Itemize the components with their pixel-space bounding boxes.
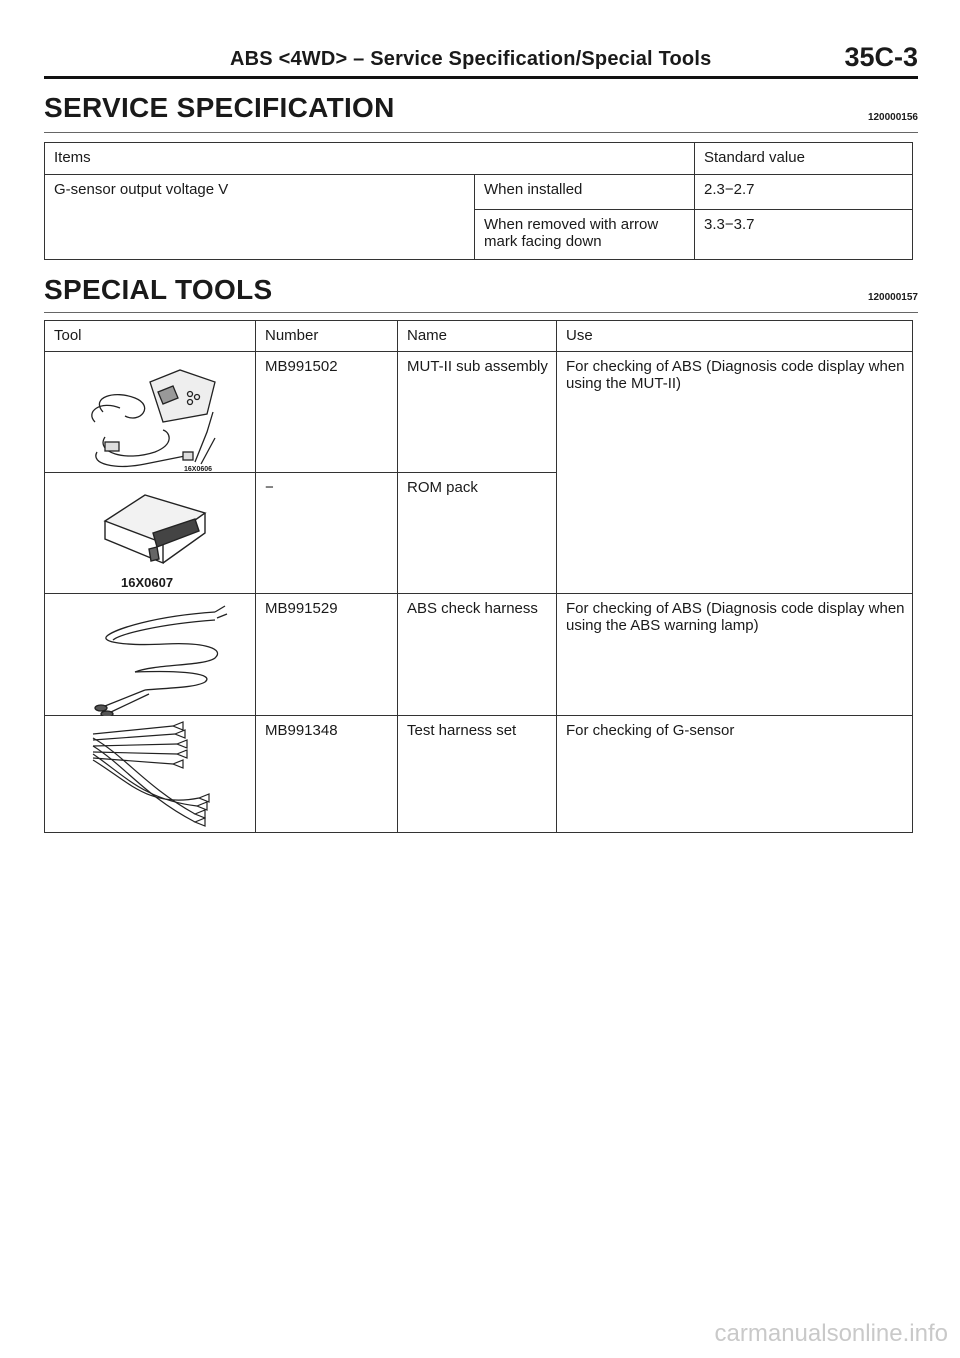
mut-ii-tester-icon [45, 352, 256, 473]
condition-cell: When removed with arrow mark facing down [475, 210, 695, 260]
condition-cell: When installed [475, 175, 695, 210]
figure-code: 16X0607 [121, 575, 174, 590]
value-cell: 2.3−2.7 [695, 175, 913, 210]
page-header [44, 42, 918, 79]
number-cell: MB991529 [256, 594, 398, 716]
page-number: 35C-3 [844, 42, 918, 72]
check-harness-icon [45, 594, 256, 716]
number-cell: MB991502 [256, 352, 398, 473]
figure-code: 16X0606 [184, 466, 213, 473]
item-cell: G-sensor output voltage V [45, 175, 475, 260]
table-row [45, 175, 913, 210]
number-cell: MB991348 [256, 716, 398, 833]
special-tools-title: SPECIAL TOOLS [44, 274, 273, 305]
special-tools-table [44, 320, 913, 833]
table-row [45, 716, 913, 833]
section-rule [44, 312, 918, 313]
header-number: Number [256, 321, 398, 352]
name-cell: ABS check harness [398, 594, 557, 716]
tool-image-cell [45, 473, 256, 594]
header-items: Items [45, 143, 695, 175]
name-cell: Test harness set [398, 716, 557, 833]
table-header-row [45, 321, 913, 352]
table-header-row [45, 143, 913, 175]
value-cell: 3.3−3.7 [695, 210, 913, 260]
tool-image-cell [45, 594, 256, 716]
special-tools-code: 120000157 [867, 292, 918, 303]
header-title: ABS <4WD> – Service Specification/Special Tools [230, 48, 712, 70]
table-row [45, 352, 913, 473]
tool-image-cell [45, 352, 256, 473]
service-spec-table [44, 142, 913, 260]
service-spec-title: SERVICE SPECIFICATION [44, 92, 395, 123]
number-cell: − [256, 473, 398, 594]
use-cell: For checking of ABS (Diagnosis code display when using the MUT-II) [557, 352, 913, 594]
use-cell: For checking of G-sensor [557, 716, 913, 833]
header-tool: Tool [45, 321, 256, 352]
name-cell: MUT-II sub assembly [398, 352, 557, 473]
tool-image-cell [45, 716, 256, 833]
test-harness-set-icon [45, 716, 256, 833]
table-row [45, 594, 913, 716]
watermark-link[interactable]: carmanualsonline.info [714, 1320, 948, 1347]
section-rule [44, 132, 918, 133]
header-use: Use [557, 321, 913, 352]
name-cell: ROM pack [398, 473, 557, 594]
header-standard-value: Standard value [695, 143, 913, 175]
header-name: Name [398, 321, 557, 352]
service-spec-code: 120000156 [867, 112, 918, 123]
use-cell: For checking of ABS (Diagnosis code display when using the ABS warning lamp) [557, 594, 913, 716]
